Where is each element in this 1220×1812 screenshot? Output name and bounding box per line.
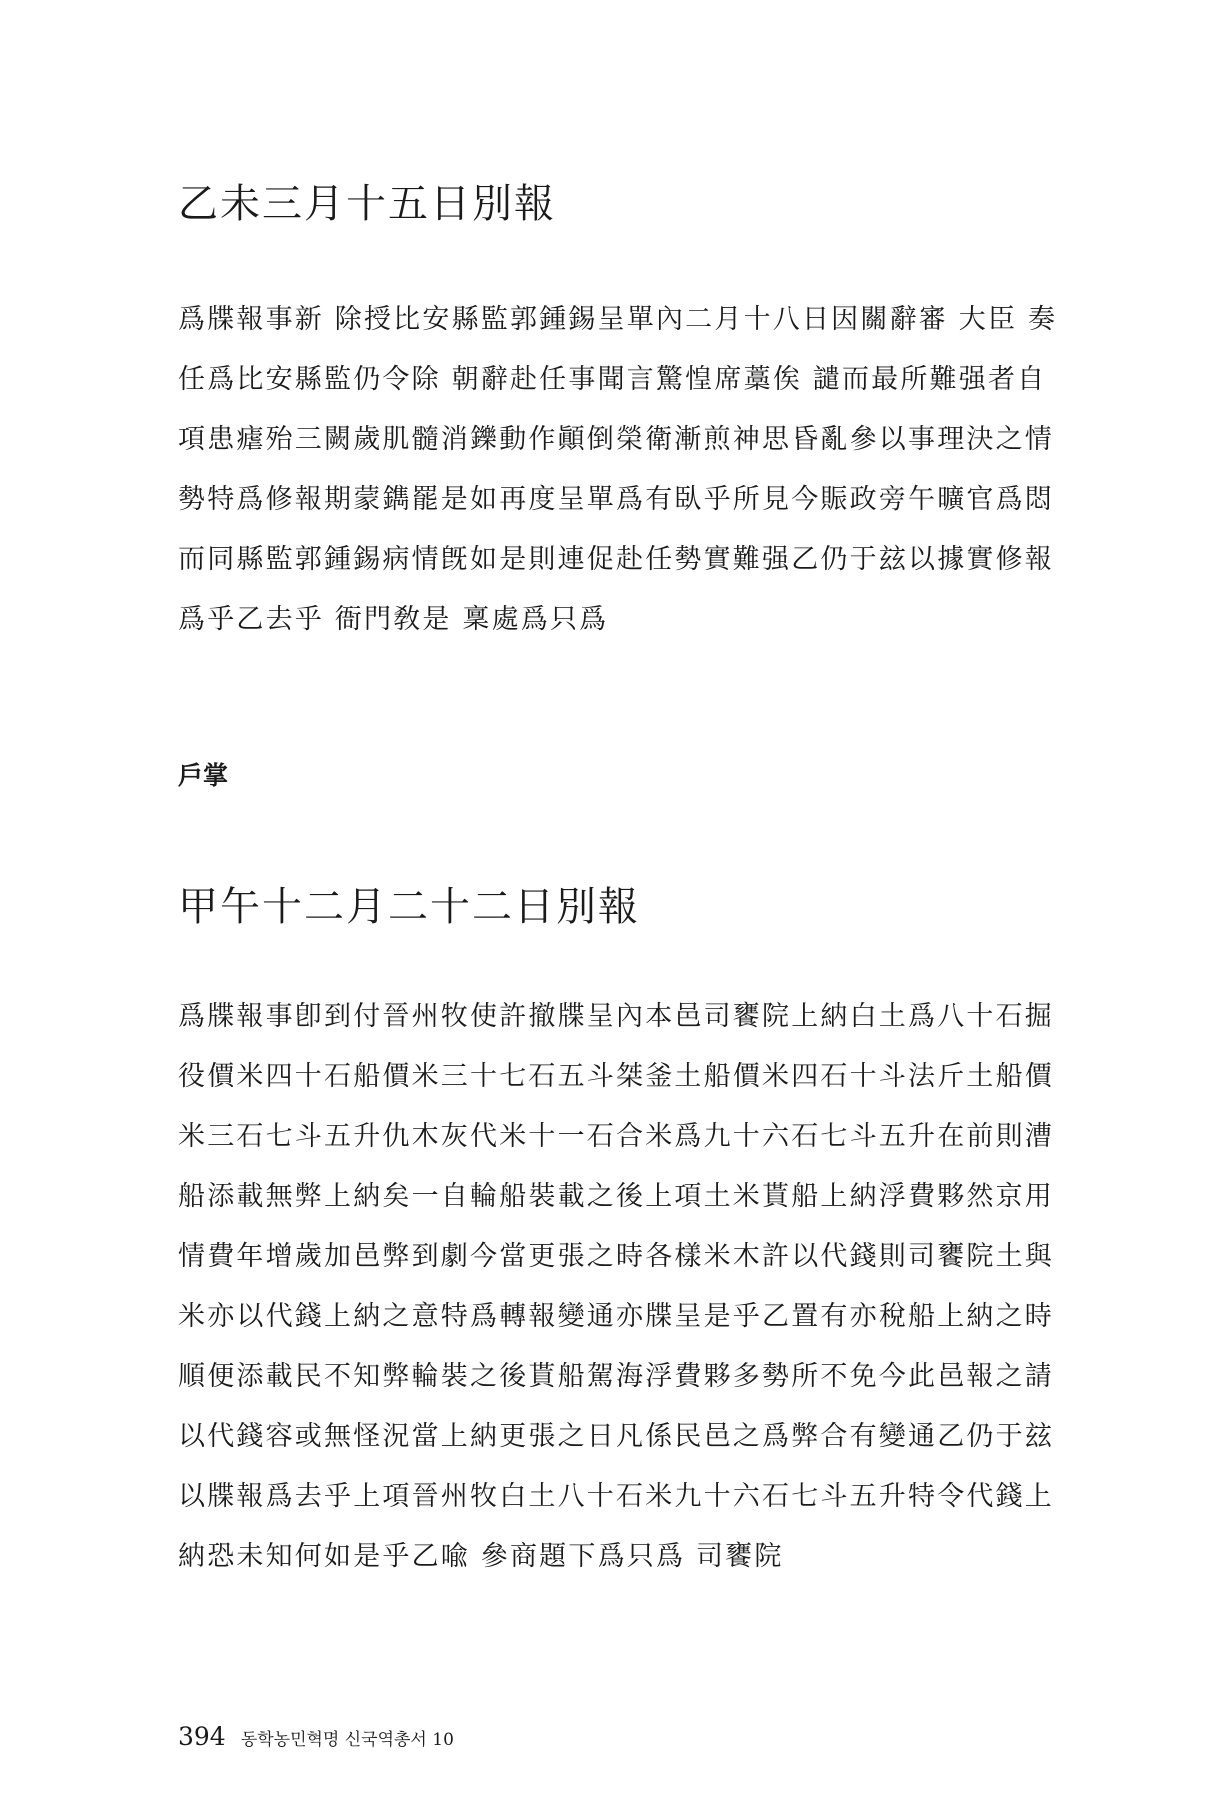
section-title-2: 甲午十二月二十二日別報	[178, 884, 640, 930]
text-line: 而同縣監郭鍾錫病情旣如是則連促赴任勢實難强乙仍于玆以據實修報	[178, 544, 1054, 575]
text-line: 納恐未知何如是乎乙喩 參商題下爲只爲 司饔院	[178, 1541, 784, 1572]
text-line: 爲乎乙去乎 衙門敎是 稟處爲只爲	[178, 604, 609, 635]
text-line: 項患瘧殆三闕歲肌髓消鑠動作顚倒榮衛漸煎神思昏亂參以事理決之情	[178, 424, 1054, 455]
text-line: 以牒報爲去乎上項晉州牧白土八十石米九十六石七斗五升特令代錢上	[178, 1481, 1054, 1512]
text-line: 以代錢容或無怪況當上納更張之日凡係民邑之爲弊合有變通乙仍于玆	[178, 1421, 1054, 1452]
text-line: 任爲比安縣監仍令除 朝辭赴任事聞言驚惶席藁俟 譴而最所難强者自	[178, 364, 1047, 395]
page-number: 394	[178, 1722, 226, 1751]
section-body-1	[178, 290, 1058, 650]
text-line: 情費年增歲加邑弊到劇今當更張之時各樣米木許以代錢則司饔院土與	[178, 1241, 1054, 1272]
text-line: 米三石七斗五升仇木灰代米十一石合米爲九十六石七斗五升在前則漕	[178, 1121, 1054, 1152]
running-head: 동학농민혁명 신국역총서 10	[240, 1730, 454, 1750]
page-footer	[178, 1722, 454, 1751]
section-body-2	[178, 987, 1054, 1587]
text-line: 役價米四十石船價米三十七石五斗桀釜土船價米四石十斗法斤土船價	[178, 1061, 1054, 1092]
text-line: 爲牒報事新 除授比安縣監郭鍾錫呈單內二月十八日因關辭審 大臣 奏	[178, 304, 1058, 335]
text-line: 米亦以代錢上納之意特爲轉報變通亦牒呈是乎乙置有亦稅船上納之時	[178, 1301, 1054, 1332]
text-line: 爲牒報事卽到付晉州牧使許撤牒呈內本邑司饔院上納白土爲八十石掘	[178, 1001, 1054, 1032]
text-line: 順便添載民不知弊輪裝之後貰船駕海浮費夥多勢所不免今此邑報之請	[178, 1361, 1054, 1392]
section-title-1: 乙未三月十五日別報	[178, 181, 556, 227]
section-label: 戶掌	[178, 761, 229, 790]
text-line: 勢特爲修報期蒙鐫罷是如再度呈單爲有臥乎所見今賑政旁午曠官爲悶	[178, 484, 1054, 515]
text-line: 船添載無弊上納矣一自輪船裝載之後上項土米貰船上納浮費夥然京用	[178, 1181, 1054, 1212]
